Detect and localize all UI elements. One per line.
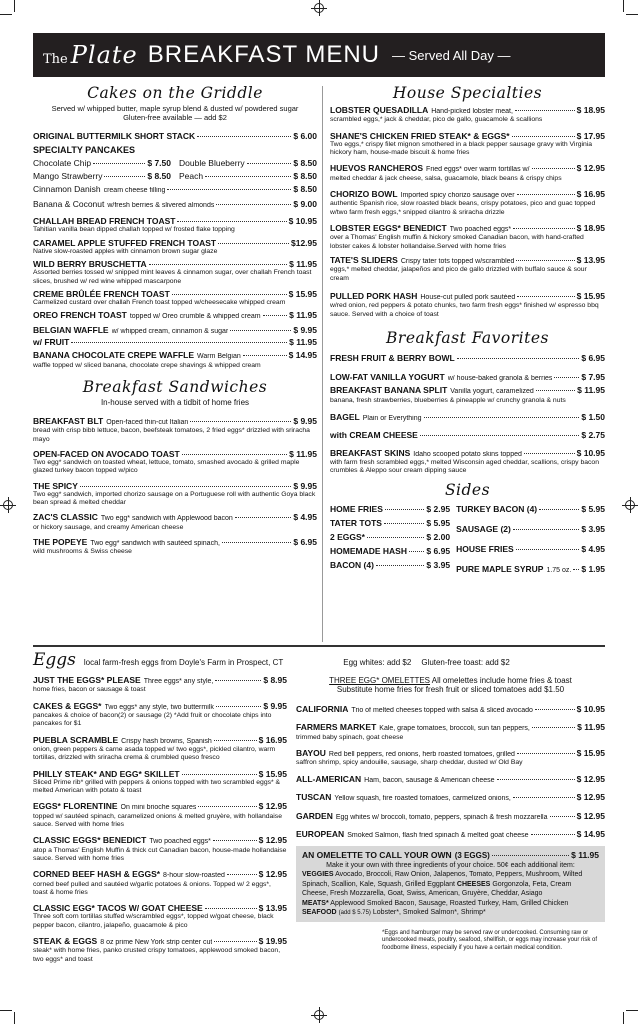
item-description: Carmelized custard over challah French toast topped w/cheesecake whipped cream [33, 298, 286, 306]
sides-title: Sides [444, 480, 491, 499]
item-description: or hickory sausage, and creamy American cheese [33, 523, 184, 531]
logo-plate: Plate [70, 41, 138, 69]
menu-item: CALIFORNIA Trio of melted cheeses topped with salsa & sliced avocado $ 10.95 [296, 704, 605, 714]
menu-item: CHALLAH BREAD FRENCH TOAST $ 10.95 [33, 216, 317, 227]
menu-item: CLASSIC EGG* TACOS W/ GOAT CHEESE $ 13.95 [33, 903, 287, 914]
omelettes-header [296, 676, 605, 685]
menu-item: SHANE'S CHICKEN FRIED STEAK* & EGGS* $ 17.95 [330, 130, 605, 141]
item-description: Two egg* sandwich on toasted wheat, lettuce, tomato, smashed avocado & grilled maple glazed turkey bacon topped w/pico [33, 459, 300, 475]
menu-item: CREME BRÛLÉE FRENCH TOAST $ 15.95 [33, 288, 317, 299]
item-description: Two egg* sandwich, imported chorizo sausage on a Portuguese roll with authentic Goya black bean spread & melted cheddar [33, 490, 316, 507]
menu-item: Chocolate Chip $ 7.50 [33, 157, 171, 168]
specialty-pancakes-title: SPECIALTY PANCAKES [33, 144, 136, 155]
menu-item: BACON (4) $ 3.95 [330, 560, 451, 571]
build-subtitle: Make it your own with three ingredients of your choice. 50¢ each additional item: [326, 861, 575, 869]
menu-item: TATER TOTS $ 5.95 [330, 517, 451, 528]
menu-item: PHILLY STEAK* AND EGG* SKILLET $ 15.95 [33, 768, 287, 779]
build-your-own-box [296, 846, 605, 921]
item-description: waffle topped w/ sliced banana, chocolate crepe shavings & whipped cream [33, 361, 261, 369]
menu-item: PULLED PORK HASH House-cut pulled pork sautéed $ 15.95 [330, 290, 605, 301]
sides-grid [330, 501, 605, 576]
menu-item: HOME FRIES $ 2.95 [330, 503, 451, 514]
registration-mark-top [314, 3, 324, 13]
menu-item: JUST THE EGGS* PLEASE Three eggs* any style, $ 8.95 [33, 675, 287, 685]
crop-mark [0, 14, 12, 15]
omelettes-title: THREE EGG* OMELETTES [329, 676, 431, 685]
menu-title: BREAKFAST MENU [147, 41, 381, 68]
menu-item: ZAC'S CLASSIC Two egg* sandwich with Applewood bacon $ 4.95 [33, 512, 317, 523]
menu-item: Cinnamon Danish cream cheese filling $ 8.50 [33, 184, 317, 195]
menu-item: Mango Strawberry $ 8.50 [33, 171, 171, 182]
item-description: onion, green peppers & carne asada topped w/ two eggs*, pickled cilantro, warm tortillas, drizzled with sriracha crema & crumbled queso fresco [33, 746, 276, 762]
menu-item: SAUSAGE (2) $ 3.95 [456, 523, 605, 534]
item-description: topped w/ sautéed spinach, caramelized onions & melted gruyère, with hollandaise sauce. Served with home fries [33, 812, 282, 828]
item-description: with farm fresh scrambled eggs,* melted Wisconsin aged cheddar, scallions, crispy bacon crumbles & Aleppo sour cream dipping sauce [330, 459, 599, 475]
item-description: wild mushrooms & Swiss cheese [33, 548, 132, 556]
item-description: Sliced Prime rib* grilled with peppers & onions topped with two scrambled eggs* & melted American with potato & toast [33, 778, 281, 795]
item-description: Native slow-roasted apples with cinnamon brown sugar glaze [33, 247, 218, 255]
menu-item: FRESH FRUIT & BERRY BOWL $ 6.95 [330, 352, 605, 363]
menu-item: TATE'S SLIDERS Crispy tater tots topped w/scrambled $ 13.95 [330, 255, 605, 265]
menu-item: TURKEY BACON (4) $ 5.95 [456, 503, 605, 514]
menu-item: HUEVOS RANCHEROS Fried eggs* over warm tortillas w/ $ 12.95 [330, 163, 605, 174]
omelettes-list [296, 676, 605, 953]
menu-item: CORNED BEEF HASH & EGGS* 8-hour slow-roasted $ 12.95 [33, 869, 287, 880]
item-description: authentic Spanish rice, slow roasted black beans, crispy potatoes, pico and guac topped w/two farm fresh eggs,* snipped cilantro & sriracha drizzle [330, 200, 596, 216]
egg-whites-note: Egg whites: add $2 [343, 658, 412, 667]
menu-header [33, 33, 605, 77]
item-description: over a Thomas' English muffin & hickory smoked Canadian bacon, with hand-crafted lobster cakes & lobster hollandaise.Served with home fries [330, 234, 584, 250]
eggs-title: Eggs [33, 650, 76, 670]
item-description: w/red onion, red peppers & potato chunks, two farm fresh eggs* finished w/ espresso bbq sauce. Served with a choice of toast [330, 302, 599, 318]
menu-item: with CREAM CHEESE $ 2.75 [330, 429, 605, 440]
eggs-subtitle: local farm-fresh eggs from Doyle's Farm in Prospect, CT [83, 658, 284, 667]
sandwiches-subtitle: In-house served with a tidbit of home fries [100, 397, 250, 407]
menu-item: BREAKFAST BLT Open-faced thin-cut Italian $ 9.95 [33, 415, 317, 426]
item-description: corned beef pulled and sautéed w/garlic potatoes & onions. Topped w/ 2 eggs*, toast & home fries [33, 880, 271, 896]
pancake-grid [33, 155, 317, 181]
menu-item: PURE MAPLE SYRUP 1.75 oz. $ 1.95 [456, 564, 605, 575]
menu-item: CAKES & EGGS* Two eggs* any style, two buttermilk $ 9.95 [33, 700, 287, 711]
food-safety-disclaimer: *Eggs and hamburger may be served raw or undercooked. Consuming raw or undercooked meats, poultry, seafood, shellfish, or eggs may increase your risk of foodborne illness, especially if you have a certain medical condition. [382, 929, 597, 952]
menu-item: OREO FRENCH TOAST topped w/ Oreo crumble & whipped cream $ 11.95 [33, 310, 317, 321]
menu-item: Banana & Coconut w/fresh berries & slivered almonds $ 9.00 [33, 198, 317, 209]
right-column [330, 80, 605, 576]
menu-item: EGGS* FLORENTINE On mini brioche squares $ 12.95 [33, 801, 287, 812]
item-description: Two eggs,* crispy filet mignon smothered in a black pepper sausage gravy with Virginia hickory ham, house-made biscuit & home fries [330, 140, 593, 157]
item-description: Three soft corn tortillas stuffed w/scrambled eggs*, topped w/goat cheese, black pepper bacon, cilantro, jalapeño, guacamole & pico [33, 913, 274, 929]
menu-item: THE POPEYE Two egg* sandwich with sautéed spinach, $ 6.95 [33, 537, 317, 548]
menu-item: Peach $ 8.50 [179, 171, 317, 182]
menu-item: WILD BERRY BRUSCHETTA $ 11.95 [33, 259, 317, 270]
menu-item: PUEBLA SCRAMBLE Crispy hash browns, Spanish $ 16.95 [33, 734, 287, 745]
crop-mark [0, 1010, 12, 1011]
build-ingredients: VEGGIES Avocado, Broccoli, Raw Onion, Jalapenos, Tomato, Peppers, Mushroom, Wilted Spinach, Scallion, Kale, Squash, Grilled Eggplant CHEESES Gorgonzola, Feta, Cream Cheese, Fresh Mozzarella, Goat, Swiss, American, Gruyère, Cheddar, Asiago [302, 871, 583, 898]
crop-mark [626, 14, 638, 15]
menu-item: BREAKFAST SKINS Idaho scooped potato skins topped $ 10.95 [330, 447, 605, 458]
gluten-free-toast-note: Gluten-free toast: add $2 [421, 658, 510, 667]
item-description: trimmed baby spinach, goat cheese [296, 733, 404, 741]
menu-item: LOBSTER QUESADILLA Hand-picked lobster meat, $ 18.95 [330, 105, 605, 115]
build-meats: MEATS* Applewood Smoked Bacon, Sausage, Roasted Turkey, Ham, Grilled Chicken [302, 899, 569, 907]
menu-item: EUROPEAN Smoked Salmon, flash fried spinach & melted goat cheese $ 14.95 [296, 828, 605, 839]
item-description: Assorted berries tossed w/ snipped mint leaves & cinnamon sugar, over challah French toast slices, brushed w/ red wine whipped mascarpone [33, 269, 312, 285]
menu-item: CLASSIC EGGS* BENEDICT Two poached eggs* $ 12.95 [33, 835, 287, 846]
menu-item: AN OMELETTE TO CALL YOUR OWN (3 EGGS) $ 11.95 [302, 850, 599, 861]
served-all-day: — Served All Day — [392, 47, 511, 63]
menu-item: THE SPICY $ 9.95 [33, 480, 317, 491]
registration-mark-left [3, 500, 13, 510]
column-divider [322, 86, 323, 642]
section-divider [33, 645, 605, 647]
menu-item: OPEN-FACED ON AVOCADO TOAST $ 11.95 [33, 448, 317, 459]
menu-item: GARDEN Egg whites w/ broccoli, tomato, peppers, spinach & fresh mozzarella $ 12.95 [296, 810, 605, 821]
menu-item: STEAK & EGGS 8 oz prime New York strip center cut $ 19.95 [33, 935, 287, 946]
menu-item: LOW-FAT VANILLA YOGURT w/ house-baked granola & berries $ 7.95 [330, 372, 605, 383]
griddle-title: Cakes on the Griddle [87, 84, 263, 102]
item-description: bread with crisp bibb lettuce, bacon, beefsteak tomatoes, 2 fried eggs* drizzled with sriracha mayo [33, 427, 310, 443]
house-specialties-title: House Specialties [392, 84, 543, 102]
menu-item: BELGIAN WAFFLE w/ whipped cream, cinnamon & sugar $ 9.95 [33, 324, 317, 335]
crop-mark [14, 0, 15, 12]
sandwiches-title: Breakfast Sandwiches [82, 377, 268, 396]
item-description: atop a Thomas' English Muffin & thick cut Canadian bacon, house-made hollandaise sauce. Served with home fries [33, 846, 287, 862]
menu-item: BAGEL Plain or Everything $ 1.50 [330, 412, 605, 423]
menu-item: Double Blueberry $ 8.50 [179, 157, 317, 168]
omelettes-title-rest: All omelettes include home fries & toast [431, 676, 572, 685]
logo-the: The [43, 51, 68, 67]
left-column [33, 80, 317, 557]
crop-mark [14, 1012, 15, 1024]
eggs-header [33, 650, 605, 670]
menu-item: 2 EGGS* $ 2.00 [330, 532, 451, 543]
favorites-title: Breakfast Favorites [386, 328, 549, 347]
item-description: banana, fresh strawberries, blueberries & pineapple w/ crunchy granola & nuts [330, 396, 566, 404]
item-description: melted cheddar & jack cheese, salsa, guacamole, black beans & crispy chips [330, 174, 562, 182]
menu-item: LOBSTER EGGS* BENEDICT Two poached eggs* $ 18.95 [330, 223, 605, 234]
griddle-subtitle: Served w/ whipped butter, maple syrup blend & dusted w/ powdered sugar [51, 104, 299, 113]
eggs-list [33, 672, 287, 964]
menu-item: BAYOU Red bell peppers, red onions, herb roasted tomatoes, grilled $ 15.95 [296, 748, 605, 759]
menu-item: HOUSE FRIES $ 4.95 [456, 544, 605, 555]
menu-item: w/ FRUIT $ 11.95 [33, 337, 317, 348]
item-description: scrambled eggs,* jack & cheddar, pico de gallo, guacamole & scallions [330, 116, 543, 124]
registration-mark-bottom [314, 1010, 324, 1020]
item-description: pancakes & choice of bacon(2) or sausage (2) *Add fruit or chocolate chips into pancakes for $1 [33, 712, 272, 728]
crop-mark [623, 1012, 624, 1024]
item-description: saffron shrimp, spicy andouille, sausage, sharp cheddar, dusted w/ Old Bay [296, 759, 523, 767]
crop-mark [623, 0, 624, 12]
menu-item: CARAMEL APPLE STUFFED FRENCH TOAST $12.95 [33, 237, 317, 248]
menu-item: HOMEMADE HASH $ 6.95 [330, 546, 451, 557]
menu-item: TUSCAN Yellow squash, fire roasted tomatoes, carmelized onions, $ 12.95 [296, 792, 605, 803]
menu-item: CHORIZO BOWL Imported spicy chorizo sausage over $ 16.95 [330, 189, 605, 200]
registration-mark-right [625, 500, 635, 510]
omelettes-subtitle: Substitute home fries for fresh fruit or sliced tomatoes add $1.50 [336, 685, 565, 694]
griddle-gluten-free: Gluten-free available — add $2 [123, 113, 227, 123]
crop-mark [626, 1010, 638, 1011]
menu-item: ORIGINAL BUTTERMILK SHORT STACK $ 6.00 [33, 130, 317, 141]
menu-item: BANANA CHOCOLATE CREPE WAFFLE Warm Belgian $ 14.95 [33, 350, 317, 361]
item-description: Tahitian vanilla bean dipped challah topped w/ frosted flake topping [33, 226, 235, 234]
menu-item: BREAKFAST BANANA SPLIT Vanilla yogurt, caramelized $ 11.95 [330, 385, 605, 396]
menu-item: FARMERS MARKET Kale, grape tomatoes, broccoli, sun tan peppers, $ 11.95 [296, 722, 605, 733]
menu-item: ALL-AMERICAN Ham, bacon, sausage & American cheese $ 12.95 [296, 773, 605, 784]
build-seafood: SEAFOOD (add $ 5.75) Lobster*, Smoked Salmon*, Shrimp* [302, 909, 486, 917]
item-description: steak* with home fries, panko crusted crispy tomatoes, applewood smoked bacon, two eggs* and toast [33, 947, 281, 963]
item-description: eggs,* melted cheddar, jalapeños and pico de gallo drizzled with buffalo sauce & sour cream [330, 266, 587, 282]
item-description: home fries, bacon or sausage & toast [33, 686, 146, 694]
